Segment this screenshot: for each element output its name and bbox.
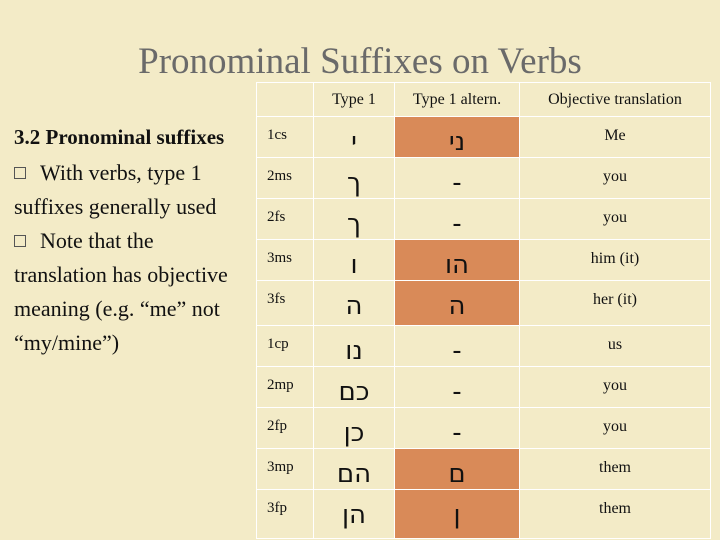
header-type1-alt: Type 1 altern.: [395, 83, 520, 117]
type1-cell: [314, 367, 395, 408]
type1-cell: [314, 240, 395, 281]
type1-alt-suffix: -: [452, 377, 462, 407]
type1-cell: [314, 117, 395, 158]
type1-cell: [314, 281, 395, 326]
person-label-cell: [257, 158, 314, 199]
slide-title: Pronominal Suffixes on Verbs: [138, 41, 582, 82]
objective-translation: them: [599, 459, 631, 476]
type1-suffix: כם: [338, 377, 370, 407]
type1-suffix: כן: [343, 418, 365, 448]
objective-translation: Me: [604, 127, 626, 144]
objective-translation: them: [599, 500, 631, 517]
person-label: 3ms: [267, 250, 293, 266]
type1-alt-suffix: ם: [448, 459, 466, 489]
header-objective-translation: Objective translation: [520, 83, 711, 117]
table-row: [257, 326, 711, 367]
person-label-cell: [257, 240, 314, 281]
person-label: 1cp: [267, 336, 289, 352]
type1-cell: [314, 199, 395, 240]
person-label-cell: [257, 326, 314, 367]
type1-cell: [314, 449, 395, 490]
type1-alt-cell: [395, 158, 520, 199]
person-label: 3fs: [267, 291, 286, 307]
type1-alt-cell: [395, 367, 520, 408]
person-label: 2fp: [267, 418, 287, 434]
type1-suffix: ך: [347, 209, 361, 239]
table-row: [257, 490, 711, 539]
type1-alt-suffix: ני: [448, 127, 466, 157]
table-header-row: [257, 83, 711, 117]
person-label: 1cs: [267, 127, 287, 143]
square-bullet-icon: [14, 167, 26, 179]
person-label-cell: [257, 117, 314, 158]
type1-alt-suffix: הו: [444, 250, 470, 280]
objective-translation: you: [603, 418, 627, 435]
bullet-2: [14, 224, 254, 258]
bullet-2-line-3: meaning (e.g. “me” not: [14, 296, 220, 321]
person-label: 3mp: [267, 459, 294, 475]
type1-suffix: נו: [345, 336, 363, 366]
table-row: [257, 367, 711, 408]
bullet-1-line-1: With verbs, type 1: [40, 160, 202, 185]
square-bullet-icon: [14, 235, 26, 247]
type1-alt-cell: [395, 326, 520, 367]
objective-translation-cell: [520, 326, 711, 367]
type1-alt-cell: [395, 408, 520, 449]
type1-cell: [314, 326, 395, 367]
type1-suffix: הן: [341, 500, 367, 530]
bullet-1-line-2: suffixes generally used: [14, 194, 217, 219]
objective-translation-cell: [520, 240, 711, 281]
person-label: 2fs: [267, 209, 286, 225]
bullet-2-line-4: “my/mine”): [14, 330, 120, 355]
person-label: 2ms: [267, 168, 293, 184]
type1-alt-cell: [395, 281, 520, 326]
type1-suffix: הם: [336, 459, 372, 489]
objective-translation-cell: [520, 408, 711, 449]
type1-cell: [314, 408, 395, 449]
person-label-cell: [257, 199, 314, 240]
objective-translation-cell: [520, 199, 711, 240]
header-empty: [257, 83, 314, 117]
type1-cell: [314, 158, 395, 199]
table-row: [257, 158, 711, 199]
type1-alt-cell: [395, 117, 520, 158]
person-label-cell: [257, 408, 314, 449]
objective-translation: her (it): [593, 291, 637, 308]
person-label: 2mp: [267, 377, 294, 393]
type1-cell: [314, 490, 395, 539]
bullet-1: [14, 156, 254, 190]
table-row: [257, 199, 711, 240]
objective-translation-cell: [520, 367, 711, 408]
type1-alt-suffix: -: [452, 336, 462, 366]
objective-translation-cell: [520, 490, 711, 539]
objective-translation-cell: [520, 158, 711, 199]
header-type1: Type 1: [314, 83, 395, 117]
objective-translation: you: [603, 168, 627, 185]
table-row: [257, 408, 711, 449]
type1-alt-cell: [395, 199, 520, 240]
table-row: [257, 240, 711, 281]
type1-suffix: ו: [350, 250, 358, 280]
person-label-cell: [257, 490, 314, 539]
objective-translation: you: [603, 209, 627, 226]
objective-translation-cell: [520, 281, 711, 326]
person-label-cell: [257, 281, 314, 326]
table-row: [257, 117, 711, 158]
type1-alt-cell: [395, 240, 520, 281]
suffix-table: [256, 82, 711, 539]
objective-translation-cell: [520, 449, 711, 490]
type1-suffix: י: [351, 127, 357, 157]
objective-translation-cell: [520, 117, 711, 158]
type1-alt-suffix: ן: [453, 500, 461, 530]
type1-alt-suffix: ה: [448, 291, 466, 321]
bullet-2-line-1: Note that the: [40, 228, 154, 253]
objective-translation: him (it): [590, 250, 640, 267]
person-label-cell: [257, 449, 314, 490]
objective-translation: us: [607, 336, 623, 353]
type1-suffix: ה: [345, 291, 363, 321]
person-label-cell: [257, 367, 314, 408]
type1-suffix: ך: [347, 168, 361, 198]
left-text-panel: [14, 120, 254, 360]
type1-alt-suffix: -: [452, 168, 462, 198]
person-label: 3fp: [267, 500, 287, 516]
type1-alt-suffix: -: [452, 209, 462, 239]
section-heading: 3.2 Pronominal suffixes: [14, 125, 225, 149]
objective-translation: you: [603, 377, 627, 394]
table-row: [257, 281, 711, 326]
type1-alt-suffix: -: [452, 418, 462, 448]
type1-alt-cell: [395, 449, 520, 490]
bullet-2-line-2: translation has objective: [14, 262, 228, 287]
type1-alt-cell: [395, 490, 520, 539]
table-row: [257, 449, 711, 490]
